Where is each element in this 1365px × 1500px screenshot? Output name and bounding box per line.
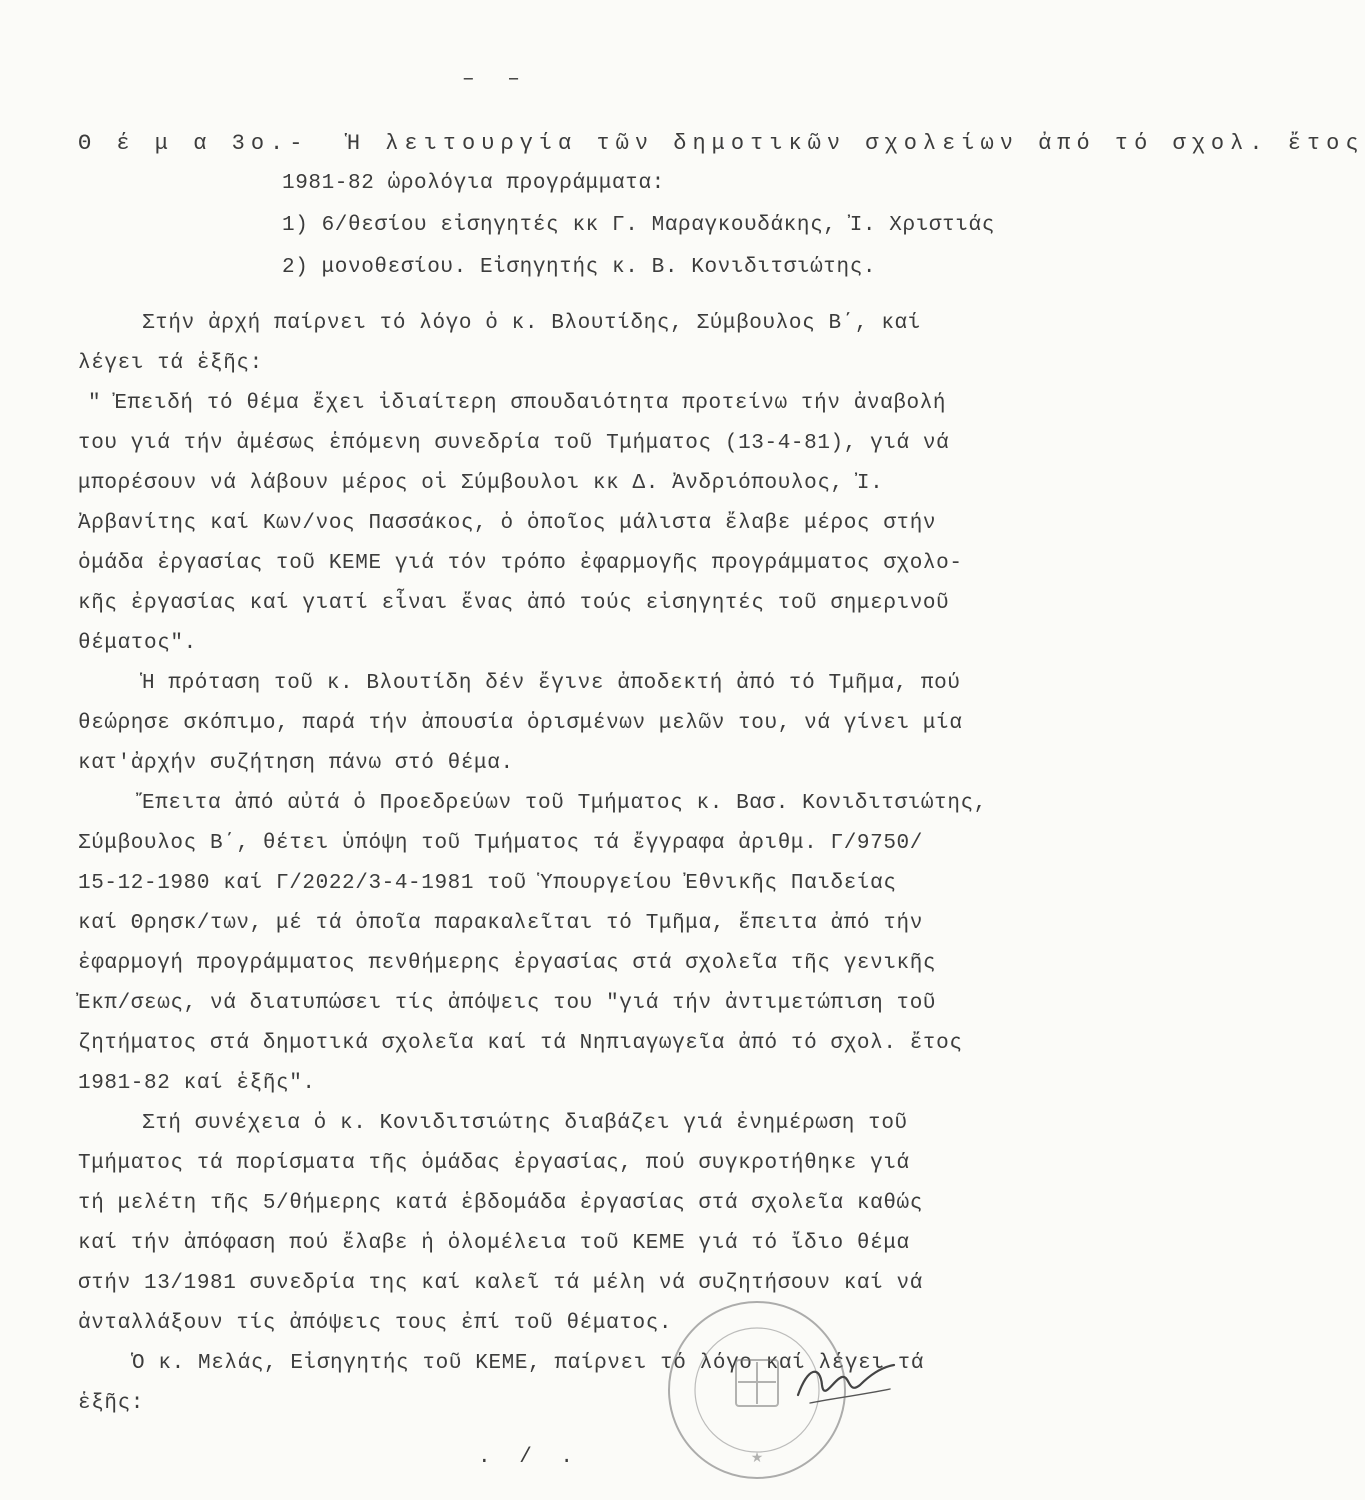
text-line: Σύμβουλος Β΄, θέτει ὑπόψη τοῦ Τμήματος τά ἔγγραφα ἀριθμ. Γ/9750/ [78,832,923,855]
topic-heading: Θ έ μ α 3ο.- Ἡ λειτουργία τῶν δημοτικῶν σχολείων ἀπό τό σχολ. ἔτος [78,131,1365,156]
text-line: Ὁ κ. Μελάς, Εἰσηγητής τοῦ ΚΕΜΕ, παίρνει τό λόγο καί λέγει τά [132,1352,925,1375]
text-line: ζητήματος στά δημοτικά σχολεῖα καί τά Νηπιαγωγεῖα ἀπό τό σχολ. ἔτος [78,1032,963,1055]
text-line: 1) 6/θεσίου εἰσηγητές κκ Γ. Μαραγκουδάκης, Ἰ. Χριστιάς [282,214,995,237]
text-line: θεώρησε σκόπιμο, παρά τήν ἀπουσία ὁρισμένων μελῶν του, νά γίνει μία [78,712,963,735]
text-line: " Ἐπειδή τό θέμα ἔχει ἰδιαίτερη σπουδαιότητα προτείνω τήν ἀναβολή [88,392,947,415]
text-line: τή μελέτη τῆς 5/θήμερης κατά ἑβδομάδα ἐργασίας στά σχολεῖα καθώς [78,1192,923,1215]
text-line: Ἡ πρόταση τοῦ κ. Βλουτίδη δέν ἔγινε ἀποδεκτή ἀπό τό Τμῆμα, πού [142,672,961,695]
text-line: κατ'ἀρχήν συζήτηση πάνω στό θέμα. [78,752,514,775]
top-marker: – – [462,68,530,91]
emblem-icon [736,1360,778,1406]
text-line: Τμήματος τά πορίσματα τῆς ὁμάδας ἐργασίας, πού συγκροτήθηκε γιά [78,1152,910,1175]
page-footer-marker: . / . [478,1446,582,1469]
text-line: καί τήν ἀπόφαση πού ἔλαβε ἡ ὁλομέλεια τοῦ ΚΕΜΕ γιά τό ἴδιο θέμα [78,1232,910,1255]
text-line: 2) μονοθεσίου. Εἰσηγητής κ. Β. Κονιδιτσιώτης. [282,256,877,279]
text-line: ἀνταλλάξουν τίς ἀπόψεις τους ἐπί τοῦ θέματος. [78,1312,673,1335]
text-line: ὁμάδα ἐργασίας τοῦ ΚΕΜΕ γιά τόν τρόπο ἐφαρμογῆς προγράμματος σχολο- [78,552,963,575]
text-line: Στή συνέχεια ὁ κ. Κονιδιτσιώτης διαβάζει γιά ἐνημέρωση τοῦ [142,1112,908,1135]
text-line: Ἀρβανίτης καί Κων/νος Πασσάκος, ὁ ὁποῖος μάλιστα ἔλαβε μέρος στήν [78,512,937,535]
text-line: κῆς ἐργασίας καί γιατί εἶναι ἕνας ἀπό τούς εἰσηγητές τοῦ σημερινοῦ [78,592,950,615]
text-line: 1981-82 ὡρολόγια προγράμματα: [282,172,665,195]
text-line: 1981-82 καί ἑξῆς". [78,1072,316,1095]
text-line: ἐφαρμογή προγράμματος πενθήμερης ἐργασίας στά σχολεῖα τῆς γενικῆς [78,952,937,975]
svg-text:★: ★ [750,1450,764,1466]
text-line: Ἔπειτα ἀπό αὐτά ὁ Προεδρεύων τοῦ Τμήματος κ. Βασ. Κονιδιτσιώτης, [142,792,987,815]
text-line: καί Θρησκ/των, μέ τά ὁποῖα παρακαλεῖται τό Τμῆμα, ἔπειτα ἀπό τήν [78,912,923,935]
text-line: Στήν ἀρχή παίρνει τό λόγο ὁ κ. Βλουτίδης, Σύμβουλος Β΄, καί [142,312,921,335]
text-line: Ἐκπ/σεως, νά διατυπώσει τίς ἀπόψεις του "γιά τήν ἀντιμετώπιση τοῦ [78,992,937,1015]
text-line: λέγει τά ἑξῆς: [78,352,263,375]
text-line: του γιά τήν ἀμέσως ἑπόμενη συνεδρία τοῦ Τμήματος (13-4-81), γιά νά [78,432,950,455]
handwritten-signature [790,1355,900,1415]
text-line: μπορέσουν νά λάβουν μέρος οἱ Σύμβουλοι κκ Δ. Ἀνδριόπουλος, Ἰ. [78,472,884,495]
text-line: 15-12-1980 καί Γ/2022/3-4-1981 τοῦ Ὑπουργείου Ἐθνικῆς Παιδείας [78,872,897,895]
text-line: ἑξῆς: [78,1392,145,1415]
text-line: θέματος". [78,632,197,655]
text-line: στήν 13/1981 συνεδρία της καί καλεῖ τά μέλη νά συζητήσουν καί νά [78,1272,923,1295]
